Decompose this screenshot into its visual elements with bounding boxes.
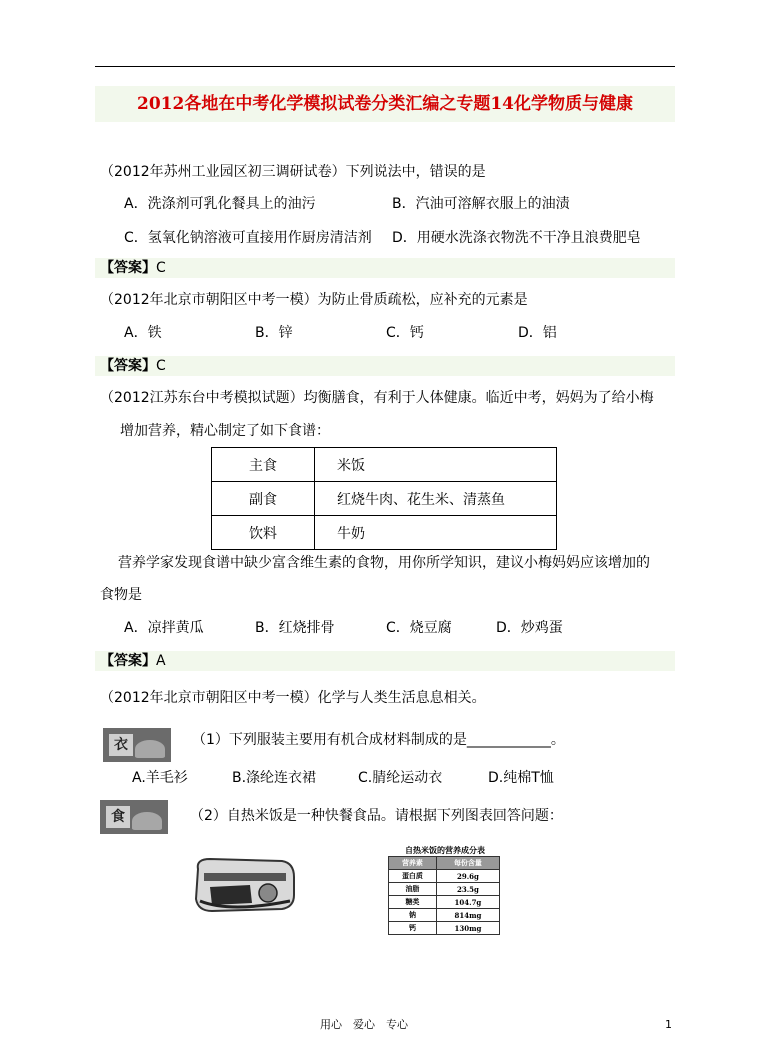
nutrient-amount: 130mg [436, 922, 499, 935]
table-row [389, 870, 500, 883]
menu-key: 副食 [212, 482, 315, 516]
table-row [389, 922, 500, 935]
q1-option-b: B．汽油可溶解衣服上的油渍 [392, 196, 570, 212]
nutrient-amount: 104.7g [436, 896, 499, 909]
q1-option-c: C．氢氧化钠溶液可直接用作厨房清洁剂 [124, 230, 372, 246]
q4-sub1: （1）下列服装主要用有机合成材料制成的是____________。 [192, 732, 565, 748]
q3-stem-line2: 增加营养，精心制定了如下食谱： [120, 423, 330, 439]
table-row [212, 448, 557, 482]
q2-stem: （2012年北京市朝阳区中考一模）为防止骨质疏松，应补充的元素是 [100, 292, 528, 308]
q1-option-d: D．用硬水洗涤衣物洗不干净且浪费肥皂 [392, 230, 641, 246]
answer-value: A [156, 653, 166, 669]
table-row [212, 482, 557, 516]
nutrition-caption: 自热米饭的营养成分表 [405, 845, 485, 855]
q2-option-c: C．钙 [386, 325, 424, 341]
nutrient-name: 钠 [389, 909, 437, 922]
clothing-icon-figure [135, 740, 165, 758]
clothing-icon [103, 728, 171, 762]
nutrient-amount: 814mg [436, 909, 499, 922]
table-row [389, 909, 500, 922]
q3-followup-line2: 食物是 [100, 587, 142, 603]
q4-sub1-option-d: D.纯棉T恤 [488, 770, 554, 786]
menu-value: 米饭 [315, 448, 557, 482]
answer-value: C [156, 358, 166, 374]
nutrient-name: 钙 [389, 922, 437, 935]
q2-answer [95, 356, 675, 376]
answer-label: 【答案】 [100, 358, 156, 374]
menu-key: 主食 [212, 448, 315, 482]
document-title: 2012各地在中考化学模拟试卷分类汇编之专题14化学物质与健康 [95, 86, 675, 122]
menu-table [211, 447, 557, 550]
q2-option-b: B．锌 [255, 325, 293, 341]
q3-followup-line1: 营养学家发现食谱中缺少富含维生素的食物，用你所学知识，建议小梅妈妈应该增加的 [118, 555, 650, 571]
q4-stem: （2012年北京市朝阳区中考一模）化学与人类生活息息相关。 [100, 690, 486, 706]
q1-option-a: A．洗涤剂可乳化餐具上的油污 [124, 196, 316, 212]
menu-value: 牛奶 [315, 516, 557, 550]
nutrient-name: 蛋白质 [389, 870, 437, 883]
footer-motto: 用心 爱心 专心 [320, 1018, 408, 1031]
food-icon-char: 食 [106, 806, 130, 828]
q2-option-a: A．铁 [124, 325, 162, 341]
nutrient-name: 糖类 [389, 896, 437, 909]
q4-sub2: （2）自热米饭是一种快餐食品。请根据下列图表回答问题： [190, 808, 563, 824]
q4-sub1-option-b: B.涤纶连衣裙 [232, 770, 317, 786]
nutrition-header: 营养素 [389, 857, 437, 870]
q3-option-d: D．炒鸡蛋 [496, 620, 563, 636]
q3-option-c: C．烧豆腐 [386, 620, 452, 636]
q3-answer [95, 651, 675, 671]
nutrition-grid [388, 856, 500, 935]
nutrient-amount: 23.5g [436, 883, 499, 896]
menu-key: 饮料 [212, 516, 315, 550]
nutrient-amount: 29.6g [436, 870, 499, 883]
clothing-icon-char: 衣 [109, 734, 133, 756]
q4-sub1-option-a: A.羊毛衫 [132, 770, 188, 786]
self-heating-rice-image [190, 855, 300, 915]
food-icon-figure [132, 812, 162, 830]
table-row [389, 896, 500, 909]
answer-label: 【答案】 [100, 260, 156, 276]
q3-option-a: A．凉拌黄瓜 [124, 620, 204, 636]
answer-value: C [156, 260, 166, 276]
page-number: 1 [665, 1018, 672, 1031]
q1-answer [95, 258, 675, 278]
nutrient-name: 油脂 [389, 883, 437, 896]
menu-value: 红烧牛肉、花生米、清蒸鱼 [315, 482, 557, 516]
food-icon [100, 800, 168, 834]
q3-option-b: B．红烧排骨 [255, 620, 335, 636]
table-row [389, 883, 500, 896]
answer-label: 【答案】 [100, 653, 156, 669]
q2-option-d: D．铝 [518, 325, 557, 341]
nutrition-table [388, 844, 502, 935]
q4-sub1-option-c: C.腈纶运动衣 [358, 770, 443, 786]
header-rule [95, 66, 675, 67]
table-row [212, 516, 557, 550]
q3-stem-line1: （2012江苏东台中考模拟试题）均衡膳食，有利于人体健康。临近中考，妈妈为了给小梅 [100, 390, 654, 406]
q1-stem: （2012年苏州工业园区初三调研试卷）下列说法中，错误的是 [100, 164, 486, 180]
table-row [389, 857, 500, 870]
nutrition-header: 每份含量 [436, 857, 499, 870]
